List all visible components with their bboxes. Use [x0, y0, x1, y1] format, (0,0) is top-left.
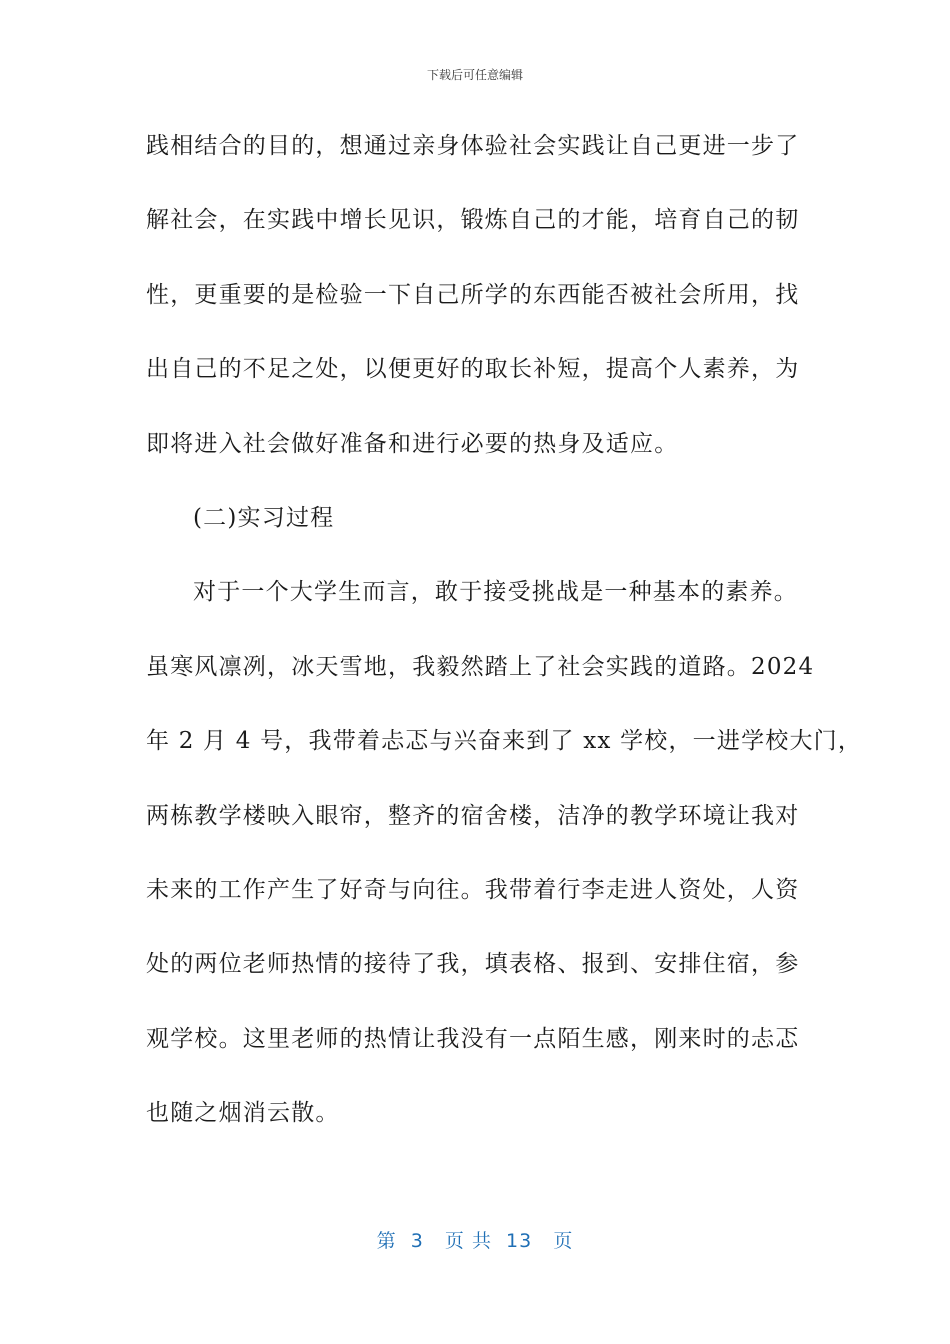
section-heading: (二)实习过程: [193, 504, 335, 531]
text-line: 出自己的不足之处，以便更好的取长补短，提高个人素养，为: [146, 356, 800, 383]
text-line: 解社会，在实践中增长见识，锻炼自己的才能，培育自己的韧: [146, 207, 800, 234]
page-number-text: 第 3 页 共 13 页: [376, 1230, 574, 1252]
text-line: 观学校。这里老师的热情让我没有一点陌生感，刚来时的忐忑: [146, 1025, 800, 1052]
text-line: 也随之烟消云散。: [146, 1100, 340, 1127]
text-line: 性，更重要的是检验一下自己所学的东西能否被社会所用，找: [146, 281, 800, 308]
text-line: 未来的工作产生了好奇与向往。我带着行李走进人资处，人资: [146, 876, 800, 903]
page-header-note: 下载后可任意编辑: [426, 68, 523, 82]
text-line: 虽寒风凛冽，冰天雪地，我毅然踏上了社会实践的道路。2024: [146, 653, 815, 680]
text-line: 年 2 月 4 号，我带着忐忑与兴奋来到了 xx 学校，一进学校大门，: [146, 728, 863, 755]
text-line: 对于一个大学生而言，敢于接受挑战是一种基本的素养。: [193, 579, 798, 606]
text-line: 即将进入社会做好准备和进行必要的热身及适应。: [146, 430, 679, 457]
text-line: 处的两位老师热情的接待了我，填表格、报到、安排住宿，参: [146, 951, 800, 978]
document-body: [146, 124, 863, 1165]
page-number-footer: [0, 1226, 950, 1253]
text-line: 两栋教学楼映入眼帘，整齐的宿舍楼，洁净的教学环境让我对: [146, 802, 800, 829]
text-line: 践相结合的目的，想通过亲身体验社会实践让自己更进一步了: [146, 133, 800, 159]
